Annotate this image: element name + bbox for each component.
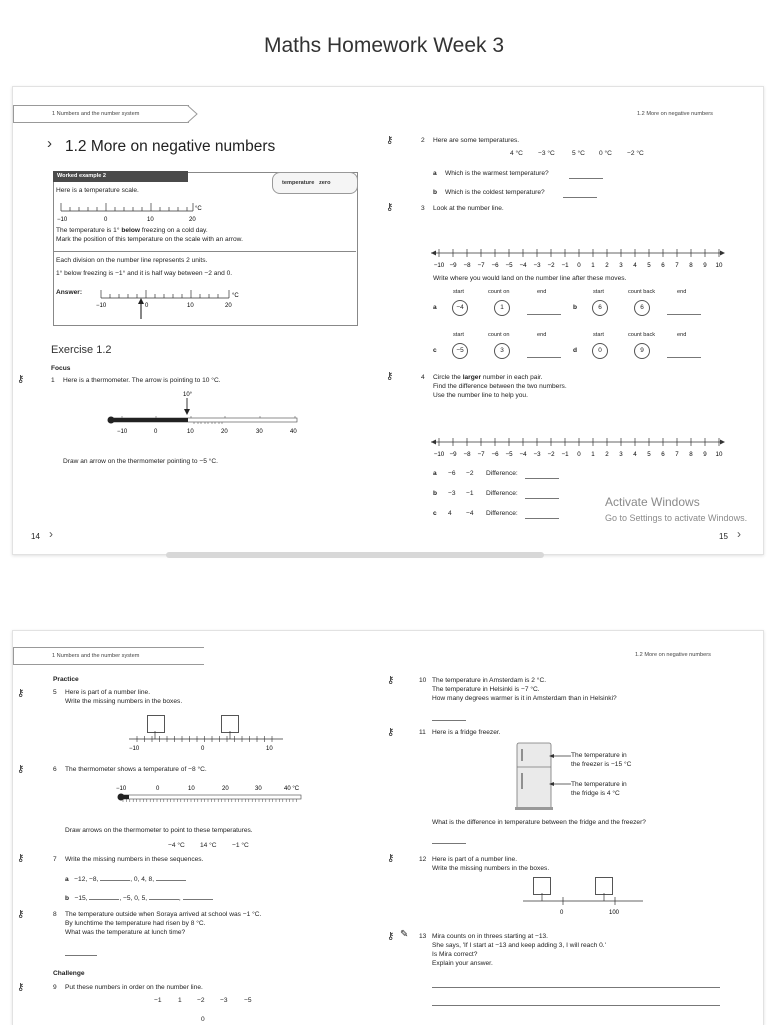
- thermometer: [103, 387, 303, 441]
- question-number: 11: [419, 729, 426, 736]
- answer-blank[interactable]: [667, 357, 701, 358]
- column-header: start: [453, 332, 464, 338]
- sequence-text: −12, −8,: [74, 876, 101, 883]
- count-value: 6: [634, 300, 650, 316]
- worked-example-question: [56, 227, 208, 236]
- chapter-tab-label: 1 Numbers and the number system: [52, 653, 140, 659]
- key-icon: ⚷: [17, 853, 25, 864]
- temperature-value: 5 °C: [572, 150, 585, 157]
- thermometer-tick-label: 30: [255, 786, 262, 792]
- scale-tick-label: −10: [57, 217, 68, 223]
- temperature-scale: [53, 200, 213, 224]
- number-line-label: 1: [591, 451, 595, 458]
- order-number: −2: [197, 997, 205, 1004]
- answer-blank[interactable]: [667, 314, 701, 315]
- count-value: 3: [494, 343, 510, 359]
- thermometer-tick-label: −10: [117, 429, 128, 435]
- pair-number[interactable]: 4: [448, 510, 452, 517]
- worked-example-intro: Here is a temperature scale.: [56, 187, 139, 194]
- sequence-b: [65, 895, 213, 904]
- column-header: end: [677, 289, 687, 295]
- part-label: c: [433, 510, 437, 517]
- number-line-label: −6: [491, 451, 499, 458]
- question-bold: below: [121, 227, 140, 234]
- question-text: What is the difference in temperature between the fridge and the freezer?: [432, 819, 646, 826]
- number-line-label: −9: [449, 451, 457, 458]
- column-header: count on: [488, 332, 510, 338]
- number-line-label: 3: [619, 451, 623, 458]
- difference-label: Difference:: [486, 490, 518, 497]
- temperature-value: −4 °C: [168, 842, 185, 849]
- chapter-tab: [13, 105, 189, 123]
- number-line-label: 2: [605, 451, 609, 458]
- answer-scale-unit: °C: [232, 293, 239, 299]
- start-value: −4: [452, 300, 468, 316]
- question-instruction: Draw arrows on the thermometer to point to these temperatures.: [65, 827, 253, 834]
- question-number: 7: [53, 856, 57, 863]
- question-text-part: Circle the: [433, 374, 463, 381]
- part-label: b: [433, 189, 438, 196]
- answer-tick-label: 10: [187, 303, 194, 309]
- number-line: [429, 434, 729, 460]
- answer-blank[interactable]: [525, 478, 559, 479]
- order-number: 1: [178, 997, 182, 1004]
- number-line-label: 10: [715, 262, 723, 269]
- start-value: 6: [592, 300, 608, 316]
- question-number: 10: [419, 677, 427, 684]
- number-line-label: −10: [433, 262, 445, 269]
- key-icon: ⚷: [387, 931, 395, 942]
- sequence-a: [65, 876, 186, 885]
- count-value: 1: [494, 300, 510, 316]
- question-number: 3: [421, 205, 425, 212]
- question-number: 12: [419, 856, 427, 863]
- divider: [53, 251, 356, 252]
- number-line-label: 3: [619, 262, 623, 269]
- page-number: 15: [719, 532, 728, 541]
- key-icon: ⚷: [386, 371, 394, 382]
- question-number: 2: [421, 137, 425, 144]
- number-line-label: 4: [633, 262, 637, 269]
- page-shadow: [166, 552, 544, 558]
- freezer-label: The temperature in: [571, 752, 627, 759]
- answer-line[interactable]: [432, 1005, 720, 1006]
- answer-line[interactable]: [432, 987, 720, 988]
- number-line-label: 9: [703, 451, 707, 458]
- practice-label: Practice: [53, 676, 79, 683]
- question-text: By lunchtime the temperature had risen by 8 °C.: [65, 920, 206, 927]
- number-line-label: 6: [661, 262, 665, 269]
- thermometer-tick-label: 40: [290, 429, 297, 435]
- question-number: 1: [51, 377, 55, 384]
- chevron-right-icon: ›: [47, 135, 52, 152]
- number-line-label: −4: [519, 262, 527, 269]
- part-label: b: [573, 304, 578, 311]
- temperature-value: 14 °C: [200, 842, 217, 849]
- question-bold: larger: [462, 374, 482, 381]
- key-icon: ⚷: [17, 374, 25, 385]
- question-text: Here is a fridge freezer.: [432, 729, 501, 736]
- column-header: end: [677, 332, 687, 338]
- scale-unit: °C: [195, 206, 202, 212]
- difference-label: Difference:: [486, 470, 518, 477]
- number-line-label: −8: [463, 262, 471, 269]
- question-text: Find the difference between the two numbers.: [433, 383, 567, 390]
- pencil-icon: ✎: [400, 929, 409, 940]
- key-icon: ⚷: [17, 764, 25, 775]
- answer-label: Answer:: [56, 289, 83, 296]
- column-header: count back: [628, 332, 656, 338]
- number-line-label: 0: [577, 262, 581, 269]
- challenge-label: Challenge: [53, 970, 85, 977]
- number-line-label: 9: [703, 262, 707, 269]
- question-text: Here is part of a number line.: [432, 856, 518, 863]
- worked-example-explanation: Each division on the number line represents 2 units.: [56, 257, 208, 264]
- temperature-value: −2 °C: [627, 150, 644, 157]
- number-line-label: −2: [547, 451, 555, 458]
- number-line-label: 5: [647, 451, 651, 458]
- number-line-label: 8: [689, 451, 693, 458]
- thermometer-tick-label: 0: [156, 786, 160, 792]
- number-line-label: 7: [675, 451, 679, 458]
- key-icon: ⚷: [17, 688, 25, 699]
- column-header: count on: [488, 289, 510, 295]
- scale-tick-label: 20: [189, 217, 196, 223]
- order-number: −1: [154, 997, 162, 1004]
- number-line-label: 1: [591, 262, 595, 269]
- part-label: d: [573, 347, 578, 354]
- worked-example-header: [53, 171, 188, 182]
- order-number: −3: [220, 997, 228, 1004]
- part-label: b: [65, 895, 70, 902]
- number-line-label: −5: [505, 451, 513, 458]
- key-icon: ⚷: [17, 982, 25, 993]
- chevron-right-icon[interactable]: ›: [49, 527, 53, 541]
- temperature-value: 0 °C: [599, 150, 612, 157]
- key-icon: ⚷: [386, 135, 394, 146]
- pair-number[interactable]: −3: [448, 490, 456, 497]
- watermark-title: Activate Windows: [605, 495, 700, 509]
- answer-blank[interactable]: [527, 314, 561, 315]
- sequence-text: , −5, 0, 5,: [119, 895, 149, 902]
- difference-label: Difference:: [486, 510, 518, 517]
- question-text: The temperature is 1°: [56, 227, 122, 234]
- key-icon: ⚷: [386, 202, 394, 213]
- answer-tick-label: 0: [145, 303, 149, 309]
- label-arrows: [549, 751, 573, 791]
- question-text: Write the missing numbers in the boxes.: [65, 698, 183, 705]
- number-line-label: −8: [463, 451, 471, 458]
- column-header: start: [453, 289, 464, 295]
- part-label: a: [433, 170, 437, 177]
- key-icon: ⚷: [387, 675, 395, 686]
- answer-tick-label: −10: [96, 303, 107, 309]
- number-line-label: −3: [533, 451, 541, 458]
- column-header: end: [537, 289, 547, 295]
- number-line-label: −7: [477, 262, 485, 269]
- sequence-text: −15,: [74, 895, 90, 902]
- part-label: a: [65, 876, 69, 883]
- key-icon: ⚷: [17, 909, 25, 920]
- pair-number[interactable]: −1: [466, 490, 474, 497]
- question-text: Here is a thermometer. The arrow is pointing to 10 °C.: [63, 377, 221, 384]
- tick-label: 0: [560, 910, 564, 916]
- number-line-label: 10: [715, 451, 723, 458]
- question-text: Explain your answer.: [432, 960, 493, 967]
- fridge-label: the fridge is 4 °C: [571, 790, 620, 797]
- question-text: freezing on a cold day.: [140, 227, 208, 234]
- number-line-label: −1: [561, 262, 569, 269]
- question-text-part: number in each pair.: [481, 374, 543, 381]
- number-line-label: 0: [577, 451, 581, 458]
- number-line-label: −2: [547, 262, 555, 269]
- thermometer-tick-label: 40 °C: [284, 786, 300, 792]
- answer-scale: [93, 285, 253, 321]
- question-text: What was the temperature at lunch time?: [65, 929, 186, 936]
- question-text: The thermometer shows a temperature of −8 °C.: [65, 766, 207, 773]
- thermometer-tick-label: 20: [221, 429, 228, 435]
- temperature-value: −3 °C: [538, 150, 555, 157]
- sequence-text: ,: [178, 895, 183, 902]
- worked-example-question-2: Mark the position of this temperature on the scale with an arrow.: [56, 236, 243, 243]
- tick-label: 0: [201, 746, 205, 752]
- thermometer-tick-label: −10: [116, 786, 127, 792]
- column-header: start: [593, 289, 604, 295]
- answer-blank[interactable]: [569, 178, 603, 179]
- answer-blank[interactable]: [527, 357, 561, 358]
- chapter-tab-label: 1 Numbers and the number system: [52, 111, 140, 117]
- number-line-label: 2: [605, 262, 609, 269]
- answer-blank[interactable]: [432, 720, 466, 721]
- question-part-text: Which is the warmest temperature?: [445, 170, 549, 177]
- number-line-label: 8: [689, 262, 693, 269]
- answer-blank[interactable]: [100, 880, 130, 881]
- thermometer-tick-label: 0: [154, 429, 158, 435]
- column-header: end: [537, 332, 547, 338]
- number-line-label: 5: [647, 262, 651, 269]
- page-number: 14: [31, 532, 40, 541]
- section-tab-label: 1.2 More on negative numbers: [635, 652, 711, 658]
- question-number: 9: [53, 984, 57, 991]
- answer-blank[interactable]: [432, 843, 466, 844]
- chevron-right-icon[interactable]: ›: [737, 527, 741, 541]
- keywords-label: temperature zero: [282, 180, 331, 186]
- tick-label: −10: [129, 746, 140, 752]
- question-text: Use the number line to help you.: [433, 392, 528, 399]
- number-line-label: −7: [477, 451, 485, 458]
- number-line: [519, 893, 649, 917]
- number-line-label: −9: [449, 262, 457, 269]
- question-text: The temperature outside when Soraya arrived at school was −1 °C.: [65, 911, 262, 918]
- keywords-badge: [272, 172, 358, 194]
- thermometer-tick-label: 10: [188, 786, 195, 792]
- question-text: Here is part of a number line.: [65, 689, 151, 696]
- document-title: Maths Homework Week 3: [263, 34, 505, 57]
- key-icon: ⚷: [387, 853, 395, 864]
- worked-example-header-label: Worked example 2: [57, 173, 107, 179]
- question-instruction: Write where you would land on the number line after these moves.: [433, 275, 627, 282]
- answer-blank[interactable]: [525, 498, 559, 499]
- number-line-label: 7: [675, 262, 679, 269]
- number-line-label: −1: [561, 451, 569, 458]
- question-text: Mira counts on in threes starting at −13.: [432, 933, 549, 940]
- pair-number[interactable]: −4: [466, 510, 474, 517]
- answer-blank[interactable]: [149, 899, 179, 900]
- part-label: c: [433, 347, 437, 354]
- pair-number[interactable]: −2: [466, 470, 474, 477]
- question-number: 4: [421, 374, 425, 381]
- answer-blank[interactable]: [183, 899, 213, 900]
- part-label: a: [433, 304, 437, 311]
- temperature-value: 4 °C: [510, 150, 523, 157]
- watermark-subtitle: Go to Settings to activate Windows.: [605, 513, 748, 523]
- number-line: [429, 245, 729, 271]
- number-line-label: 6: [661, 451, 665, 458]
- question-text: She says, 'If I start at −13 and keep adding 3, I will reach 0.': [432, 942, 606, 949]
- question-instruction: Draw an arrow on the thermometer pointing to −5 °C.: [63, 458, 218, 465]
- start-value: 0: [592, 343, 608, 359]
- number-line-label: −10: [433, 451, 445, 458]
- scale-tick-label: 0: [104, 217, 108, 223]
- question-text: Write the missing numbers in these sequences.: [65, 856, 204, 863]
- section-title: 1.2 More on negative numbers: [65, 138, 276, 155]
- thermometer-tick-label: 20: [222, 786, 229, 792]
- answer-blank[interactable]: [89, 899, 119, 900]
- number-line-label: −6: [491, 262, 499, 269]
- question-text: How many degrees warmer is it in Amsterdam than in Helsinki?: [432, 695, 617, 702]
- order-number: −5: [244, 997, 252, 1004]
- question-text: Put these numbers in order on the number line.: [65, 984, 203, 991]
- question-number: 8: [53, 911, 57, 918]
- chapter-tab: [13, 647, 204, 665]
- arrow-label: 10°: [183, 392, 193, 398]
- question-number: 6: [53, 766, 57, 773]
- homework-spread-2: [12, 630, 764, 1025]
- number-line-label: −5: [505, 262, 513, 269]
- number-line-label: −4: [519, 451, 527, 458]
- question-text: Is Mira correct?: [432, 951, 478, 958]
- number-line-label: 0: [201, 1016, 205, 1023]
- answer-blank[interactable]: [563, 197, 597, 198]
- number-line-label: −3: [533, 262, 541, 269]
- question-text: The temperature in Amsterdam is 2 °C.: [432, 677, 547, 684]
- thermometer-tick-label: 10: [187, 429, 194, 435]
- answer-blank[interactable]: [156, 880, 186, 881]
- column-header: start: [593, 332, 604, 338]
- thermometer-tick-label: 30: [256, 429, 263, 435]
- worked-example-explanation: 1° below freezing is −1° and it is half way between −2 and 0.: [56, 270, 233, 277]
- count-value: 9: [634, 343, 650, 359]
- part-label: a: [433, 470, 437, 477]
- number-line: [123, 731, 293, 753]
- question-text: The temperature in Helsinki is −7 °C.: [432, 686, 540, 693]
- chapter-tab-point: [187, 105, 199, 123]
- fridge-label: The temperature in: [571, 781, 627, 788]
- key-icon: ⚷: [387, 727, 395, 738]
- answer-blank[interactable]: [525, 518, 559, 519]
- thermometer: [113, 781, 313, 807]
- tick-label: 100: [609, 910, 620, 916]
- answer-blank[interactable]: [65, 955, 97, 956]
- scale-tick-label: 10: [147, 217, 154, 223]
- temperature-value: −1 °C: [232, 842, 249, 849]
- question-text: Look at the number line.: [433, 205, 504, 212]
- pair-number[interactable]: −6: [448, 470, 456, 477]
- question-number: 5: [53, 689, 57, 696]
- sequence-text: , 0, 4, 8,: [130, 876, 156, 883]
- freezer-label: the freezer is −15 °C: [571, 761, 632, 768]
- question-part-text: Which is the coldest temperature?: [445, 189, 545, 196]
- homework-spread-1: [12, 86, 764, 555]
- tick-label: 10: [266, 746, 273, 752]
- exercise-title: Exercise 1.2: [51, 344, 112, 356]
- part-label: b: [433, 490, 438, 497]
- question-text: Here are some temperatures.: [433, 137, 520, 144]
- question-text: Write the missing numbers in the boxes.: [432, 865, 550, 872]
- column-header: count back: [628, 289, 656, 295]
- focus-label: Focus: [51, 365, 71, 372]
- question-text: [433, 374, 543, 383]
- start-value: −5: [452, 343, 468, 359]
- section-tab-label: 1.2 More on negative numbers: [637, 111, 713, 117]
- answer-tick-label: 20: [225, 303, 232, 309]
- number-line-label: 4: [633, 451, 637, 458]
- question-number: 13: [419, 933, 427, 940]
